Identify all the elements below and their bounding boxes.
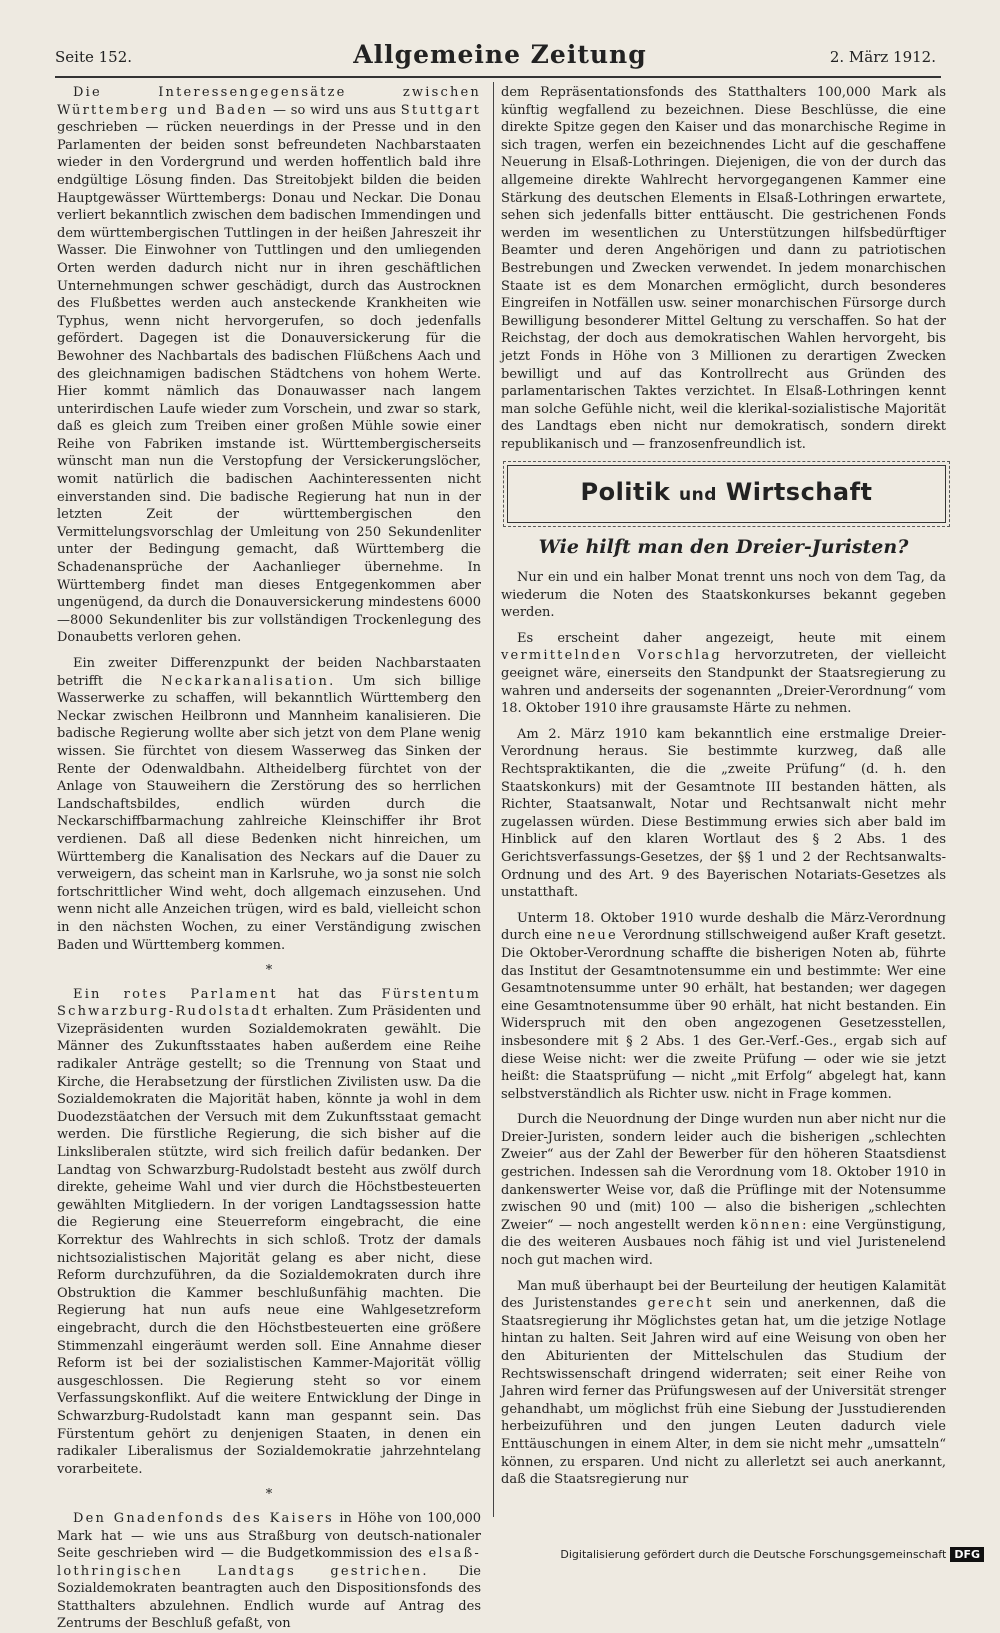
left-column (57, 84, 481, 1632)
credit-text: Digitalisierung gefördert durch die Deutsche Forschungsgemeinschaft (560, 1548, 947, 1561)
section-asterisk: * (265, 963, 273, 979)
article-paragraph: Man muß überhaupt bei der Beurteilung der heutigen Kalamität des Juristenstandes gerecht sein und anerkennen, daß die Staatsregierung ihr Möglichstes getan hat, um die jetzige Notlage hintan zu halten. Seit Jahren wird auf eine Weisung von oben her den Abiturienten der Mittelschulen das Studium der Rechtswissenschaft dringend widerraten; seit einer Reihe von Jahren wird ferner das Prüfungswesen auf der Universität strenger gehandhabt, um möglichst früh eine Siebung der Jusstudierenden herbeizuführen und den jungen Leuten dadurch viele Enttäuschungen in einem Alter, in dem sie nicht mehr „umsatteln“ können, zu ersparen. Und nicht zu allerletzt sei auch anerkannt, daß die Staatsregierung nur (501, 1278, 947, 1488)
article-paragraph: Durch die Neuordnung der Dinge wurden nun aber nicht nur die Dreier-Juristen, sondern leider auch die bisherigen „schlechten Zweier“ aus der Zahl der Bewerber für den höheren Staatsdienst gestrichen. Indessen sah die Verordnung vom 18. Oktober 1910 in dankenswerter Weise vor, daß die Prüflinge mit der Notensumme zwischen 90 und (mit) 100 — also die bisherigen „schlechten Zweier“ — noch angestellt werden können: eine Vergünstigung, die des weiteren Ausbaues noch fähig ist und viel Juristenelend noch gut machen wird. (501, 1112, 946, 1269)
column-divider (493, 82, 494, 1517)
article-paragraph: Am 2. März 1910 kam bekanntlich eine erstmalige Dreier-Verordnung heraus. Sie bestimmte kurzweg, daß alle Rechtspraktikanten, die die „zweite Prüfung“ (d. h. den Staatskonkurs) mit der Gesamtnote III bestanden hätten, als Richter, Staatsanwalt, Notar und Rechtsanwalt nicht mehr zugelassen würden. Diese Bestimmung erwies sich aber bald im Hinblick auf den klaren Wortlaut des § 2 Abs. 1 des Gerichtsverfassungs-Gesetzes, der §§ 1 und 2 der Rechtsanwalts-Ordnung und des Art. 9 des Bayerischen Notariats-Gesetzes als unstatthaft. (501, 726, 946, 901)
paragraph-gnadenfonds: Den Gnadenfonds des Kaisers in Höhe von 100,000 Mark hat — wie uns aus Straßburg von deutsch-nationaler Seite geschrieben wird — die Budgetkommission des elsaß-lothringischen Landtags gestrichen. Die Sozialdemokraten beantragten auch den Dispositionsfonds des Statthalters abzulehnen. Endlich wurde auf Antrag des Zentrums der Beschluß gefaßt, von (57, 1510, 481, 1632)
section-heading: Politik und Wirtschaft (580, 478, 873, 507)
section-asterisk: * (265, 1487, 273, 1503)
page-number: Seite 152. (55, 48, 133, 66)
article-paragraph: Es erscheint daher angezeigt, heute mit einem vermittelnden Vorschlag hervorzutreten, der vielleicht geeignet wäre, einerseits den Standpunkt der Staatsregierung zu wahren und anderseits der sogenannten „Dreier-Verordnung“ vom 18. Oktober 1910 ihre grausamste Härte zu nehmen. (501, 630, 946, 717)
digitization-credit (560, 1547, 984, 1562)
paragraph-continued: dem Repräsentationsfonds des Statthalters 100,000 Mark als künftig wegfallend zu bezeichnen. Diese Beschlüsse, die eine direkte Spitze gegen den Kaiser und das monarchische Regime in sich tragen, werfen ein bezeichnendes Licht auf die geschaffene Neuerung in Elsaß-Lothringen. Diejenigen, die von der durch das allgemeine direkte Wahlrecht hervorgegangenen Kammer eine Stärkung des deutschen Elements in Elsaß-Lothringen erwartete, sehen sich jedenfalls bitter enttäuscht. Die gestrichenen Fonds werden im wesentlichen zu Unterstützungen hilfsbedürftiger Beamter und deren Angehörigen und dann zu patriotischen Bestrebungen und Zwecken verwendet. In jedem monarchischen Staate ist es dem Monarchen ermöglicht, durch besonderes Eingreifen in Notfällen usw. seiner monarchischen Fürsorge durch Bewilligung besonderer Mittel Geltung zu verschaffen. So hat der Reichstag, der doch aus demokratischen Wahlen hervorgeht, bis jetzt Fonds in Höhe von 3 Millionen zu derartigen Zwecken bewilligt und auf das Kontrollrecht aus Gründen des parlamentarischen Taktes verzichtet. In Elsaß-Lothringen kennt man solche Gefühle nicht, weil die klerikal-sozialistische Majorität des Landtags eben nicht nur demokratisch, sondern direkt republikanisch und — franzosenfreundlich ist. (501, 85, 946, 452)
article-paragraph: Nur ein und ein halber Monat trennt uns noch von dem Tag, da wiederum die Noten des Staatskonkurses bekannt gegeben werden. (501, 570, 946, 621)
dfg-logo: DFG (950, 1547, 984, 1562)
paragraph-wuerttemberg-baden: Die Interessengegensätze zwischen Württemberg und Baden — so wird uns aus Stuttgart geschrieben — rücken neuerdings in der Presse und in den Parlamenten der beiden sonst befreundeten Nachbarstaaten wieder in den Vordergrund und werden hoffentlich bald ihre endgültige Lösung finden. Das Streitobjekt bilden die beiden Hauptgewässer Württembergs: Donau und Neckar. Die Donau verliert bekanntlich zwischen dem badischen Immendingen und dem württembergischen Tuttlingen in der heißen Jahreszeit ihr Wasser. Die Einwohner von Tuttlingen und den umliegenden Orten werden dadurch nicht nur in ihren geschäftlichen Unternehmungen schwer geschädigt, durch das Austrocknen des Flußbettes werden auch ansteckende Krankheiten wie Typhus, wenn nicht hervorgerufen, so doch jedenfalls gefördert. Dagegen ist die Donauversickerung für die Bewohner des Nachbartals des badischen Flüßchens Aach und des gleichnamigen badischen Städtchens von hohem Werte. Hier kommt nämlich das Donauwasser nach langem unterirdischen Laufe wieder zum Vorschein, und zwar so stark, daß es gleich zum Treiben einer großen Mühle sowie einer Reihe von Fabriken imstande ist. Württembergischerseits wünscht man nun die Verstopfung der Versickerungslöcher, womit natürlich die badischen Aachinteressenten nicht einverstanden sind. Die badische Regierung hat nun in der letzten Zeit der württembergischen den Vermittelungsvorschlag der Umleitung von 250 Sekundenliter unter der Bedingung gemacht, daß Württemberg die Schadenansprüche der Aachanlieger übernehme. In Württemberg findet man dieses Entgegenkommen aber ungenügend, da durch die Donauversickerung mindestens 6000—8000 Sekundenliter bis zur vollständigen Trockenlegung des Donaubetts verloren gehen. (57, 85, 481, 646)
issue-date: 2. März 1912. (829, 48, 936, 66)
header-rule (55, 76, 941, 78)
article-paragraph: Unterm 18. Oktober 1910 wurde deshalb die März-Verordnung durch eine neue Verordnung stillschweigend außer Kraft gesetzt. Die Oktober-Verordnung schaffte die bisherigen Noten ab, führte das Institut der Gesamtnotensumme ein und bestimmte: Wer eine Gesamtnotensumme unter 90 erhält, hat bestanden; wer dagegen eine Gesamtnotensumme über 90 erhält, hat nicht bestanden. Ein Widerspruch mit den oben angezogenen Gesetzesstellen, insbesondere mit § 2 Abs. 1 des Ger.-Verf.-Ges., ergab sich auf diese Weise nicht: wer die zweite Prüfung — oder wie sie jetzt heißt: die Staatsprüfung — nicht „mit Erfolg“ abgelegt hat, kann selbstverständlich als Richter usw. nicht in Frage kommen. (501, 910, 947, 1102)
paragraph-neckar: Ein zweiter Differenzpunkt der beiden Nachbarstaaten betrifft die Neckarkanalisation. Um sich billige Wasserwerke zu schaffen, will bekanntlich Württemberg den Neckar zwischen Heilbronn und Mannheim kanalisieren. Die badische Regierung wollte aber sich jetzt von dem Plane wenig wissen. Sie fürchtet von diesem Wasserweg das Sinken der Rente der Odenwaldbahn. Altheidelberg fürchtet von der Anlage von Stauweihern die Zerstörung des so herrlichen Landschaftsbildes, endlich würden durch die Neckarschiffbarmachung zahlreiche Kleinschiffer ihr Brot verdienen. Daß all diese Bedenken nicht hinreichen, um Württemberg die Kanalisation des Neckars auf die Dauer zu verweigern, das scheint man in Karlsruhe, wo ja sonst nie solch fortschrittlicher Wind weht, doch allgemach einzusehen. Und wenn nicht alle Anzeichen trügen, wird es bald, vielleicht schon in den nächsten Wochen, zu einer Verständigung zwischen Baden und Württemberg kommen. (57, 656, 481, 953)
paragraph-rotes-parlament: Ein rotes Parlament hat das Fürstentum Schwarzburg-Rudolstadt erhalten. Zum Präsidenten und Vizepräsidenten wurden Sozialdemokraten gewählt. Die Männer des Zukunftsstaates haben außerdem eine Reihe radikaler Anträge gestellt; so die Trennung von Staat und Kirche, die Herabsetzung der fürstlichen Zivilisten usw. Da die Sozialdemokraten die Majorität haben, könnte ja wohl in dem Duodezstäatchen der Versuch mit dem Zukunftsstaat gemacht werden. Die fürstliche Regierung, die sich bisher auf die Linksliberalen stützte, wird sich freilich dafür bedanken. Der Landtag von Schwarzburg-Rudolstadt besteht aus zwölf durch direkte, geheime Wahl und vier durch die Höchstbesteuerten gewählten Mitgliedern. In der vorigen Landtagssession hatte die Regierung eine Steuerreform eingebracht, die eine Korrektur des Wahlrechts in sich schloß. Trotz der damals nichtsozialistischen Majorität gelang es aber nicht, diese Reform durchzuführen, da die Sozialdemokraten durch ihre Obstruktion die Kammer beschlußunfähig machten. Die Regierung hat nun aufs neue eine Wahlgesetzreform eingebracht, durch die den Höchstbesteuerten eine größere Stimmenzahl eingeräumt werden soll. Eine Annahme dieser Reform ist bei der sozialistischen Kammer-Majorität völlig ausgeschlossen. Die Regierung steht so vor einem Verfassungskonflikt. Auf die weitere Entwicklung der Dinge in Schwarzburg-Rudolstadt kann man gespannt sein. Das Fürstentum gehört zu denjenigen Staaten, in denen ein radikaler Liberalismus der Sozialdemokratie jahrzehntelang vorarbeitete. (57, 986, 481, 1477)
newspaper-title: Allgemeine Zeitung (353, 40, 647, 69)
article-title: Wie hilft man den Dreier-Juristen? (538, 536, 909, 559)
right-column (501, 84, 946, 1516)
section-heading-box (507, 465, 946, 523)
